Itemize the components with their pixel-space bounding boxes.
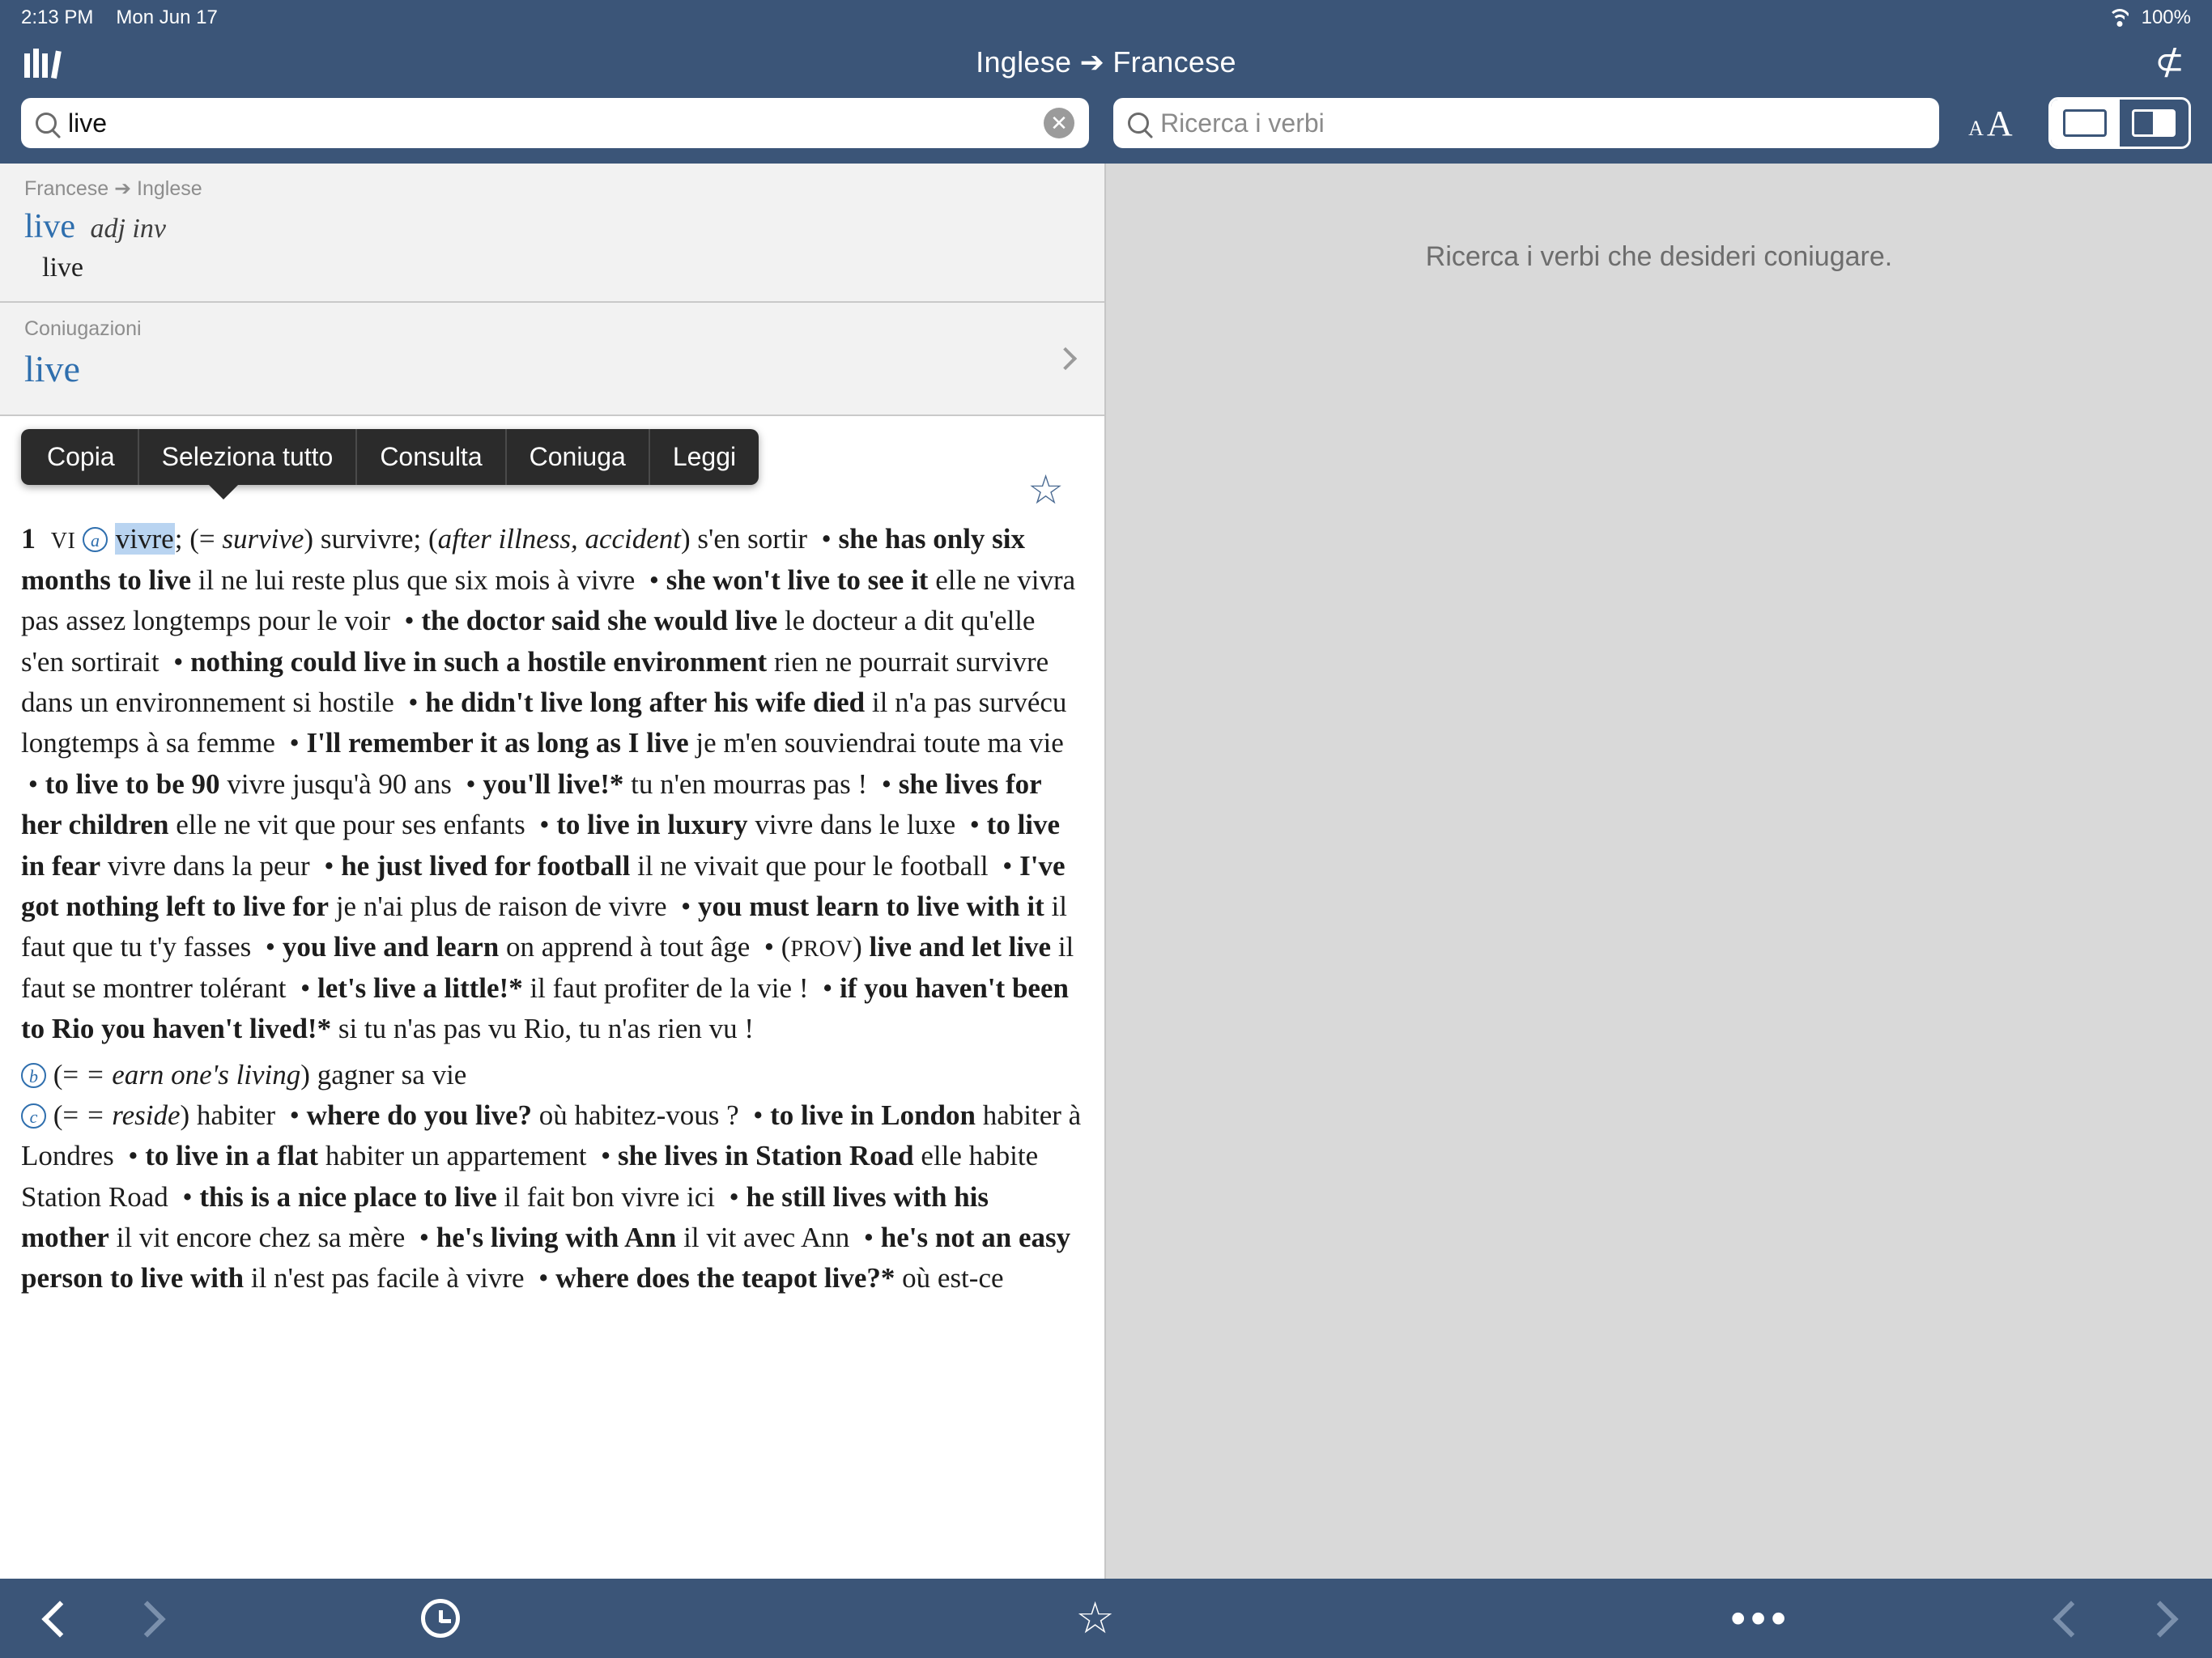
- sigma-icon: ⊄: [2155, 42, 2184, 82]
- example-fr: si tu n'as pas vu Rio, tu n'as rien vu !: [338, 1013, 755, 1045]
- previous-entry-button[interactable]: [2057, 1600, 2078, 1637]
- example-en: he's living with Ann: [436, 1222, 677, 1254]
- example-fr: on apprend à tout âge: [505, 931, 751, 963]
- layout-split-pane-button[interactable]: [2120, 100, 2189, 147]
- example-item: • this is a nice place to live il fait bon vivre ici: [175, 1180, 716, 1213]
- example-item: • the doctor said she would live le docteur a dit qu'elle s'en sortirait: [21, 605, 1036, 678]
- result-pos: adj inv: [90, 214, 166, 244]
- single-pane-icon: [2063, 109, 2107, 137]
- books-icon: [24, 47, 60, 78]
- result-card-translation[interactable]: [0, 164, 1104, 303]
- conjugation-toggle-button[interactable]: [2155, 42, 2212, 82]
- example-en: where do you live?: [306, 1099, 533, 1131]
- example-item: • you'll live!* tu n'en mourras pas !: [458, 767, 868, 800]
- entry-pos-label: VI: [50, 529, 76, 554]
- example-en: she won't live to see it: [666, 563, 929, 596]
- example-fr: je m'en souviendrai toute ma vie: [696, 727, 1064, 759]
- example-item: • to live in a flat habiter un appartement: [121, 1140, 587, 1172]
- text-size-small-label: A: [1968, 116, 1984, 140]
- example-fr: il ne lui reste plus que six mois à vivre: [198, 563, 636, 596]
- example-en: to live in London: [770, 1099, 976, 1131]
- battery-level: 100%: [2141, 6, 2191, 28]
- example-item: • she lives in Station Road elle habite Station Road: [21, 1140, 1039, 1213]
- example-item: • I'll remember it as long as I live je m'en souviendrai toute ma vie: [282, 727, 1064, 759]
- example-fr: habiter à Londres: [21, 1099, 1082, 1172]
- example-item: • I've got nothing left to live for je n'ai plus de raison de vivre: [21, 849, 1066, 922]
- text-size-large-label: A: [1986, 103, 2013, 143]
- history-icon[interactable]: [421, 1599, 460, 1638]
- example-en: he didn't live long after his wife died: [425, 687, 866, 718]
- status-date: Mon Jun 17: [116, 6, 218, 28]
- example-fr: elle ne vivra pas assez longtemps pour le voir: [21, 563, 1076, 637]
- bottom-toolbar: [0, 1579, 2212, 1658]
- menu-item-coniuga[interactable]: Coniuga: [507, 429, 650, 485]
- example-fr: il faut profiter de la vie !: [530, 971, 809, 1004]
- example-en: she has only six months to live: [21, 523, 1026, 596]
- status-bar: [0, 0, 2212, 36]
- example-item: • if you haven't been to Rio you haven't lived!* si tu n'as pas vu Rio, tu n'as rien vu !: [21, 971, 1069, 1045]
- library-button[interactable]: [0, 47, 60, 78]
- result-card-conjugations[interactable]: [0, 303, 1104, 416]
- example-fr: habiter un appartement: [325, 1140, 587, 1172]
- example-en: you'll live!*: [483, 767, 624, 800]
- sense-b-gloss: = earn one's living: [85, 1058, 301, 1090]
- text-size-button[interactable]: [1968, 103, 2013, 144]
- conjugation-hint: Ricerca i verbi che desideri coniugare.: [1425, 241, 1893, 272]
- example-en: nothing could live in such a hostile environment: [190, 645, 768, 678]
- conjugations-label: Coniugazioni: [24, 317, 142, 340]
- example-fr: vivre dans la peur: [107, 849, 310, 882]
- example-item: • let's live a little!* il faut profiter de la vie !: [293, 971, 809, 1004]
- sense-marker-b: b: [21, 1063, 46, 1088]
- example-fr: tu n'en mourras pas !: [631, 767, 868, 800]
- split-pane-icon: [2132, 109, 2176, 137]
- search-icon: [36, 113, 57, 134]
- example-item: • to live to be 90 vivre jusqu'à 90 ans: [21, 767, 452, 800]
- example-fr: il vit avec Ann: [683, 1222, 850, 1254]
- result-headword: [24, 207, 1080, 246]
- menu-item-copia[interactable]: Copia: [21, 429, 139, 485]
- example-item: • (PROV) live and let live il faut se montrer tolérant: [21, 931, 1074, 1004]
- example-item: • he's not an easy person to live with il n'est pas facile à vivre: [21, 1222, 1071, 1295]
- toolbar-middle-group: [0, 1593, 2212, 1643]
- example-item: • she lives for her children elle ne vit que pour ses enfants: [21, 767, 1042, 841]
- example-item: • nothing could live in such a hostile environment rien ne pourrait survivre dans un environnement si hostile: [21, 645, 1049, 718]
- menu-item-seleziona-tutto[interactable]: Seleziona tutto: [139, 429, 358, 485]
- example-en: she lives for her children: [21, 767, 1042, 841]
- menu-item-consulta[interactable]: Consulta: [357, 429, 506, 485]
- sense-c-gloss: = reside: [85, 1099, 181, 1131]
- wifi-icon: [2108, 9, 2132, 27]
- status-time: 2:13 PM: [21, 6, 94, 28]
- more-options-icon[interactable]: •••: [1730, 1593, 1791, 1643]
- example-en: you must learn to live with it: [698, 890, 1044, 922]
- example-en: you live and learn: [282, 931, 500, 963]
- example-item: • he didn't live long after his wife died il n'a pas survécu longtemps à sa femme: [21, 687, 1067, 759]
- example-fr: il vit encore chez sa mère: [116, 1222, 406, 1254]
- layout-toggle[interactable]: [2048, 97, 2191, 149]
- example-item: • he just lived for football il ne vivait que pour le football: [317, 849, 989, 882]
- sense-b-translation: gagner sa vie: [317, 1058, 467, 1090]
- favorites-icon[interactable]: ☆: [1075, 1594, 1115, 1643]
- example-fr: le docteur a dit qu'elle s'en sortirait: [21, 605, 1036, 678]
- example-item: • she has only six months to live il ne lui reste plus que six mois à vivre: [21, 523, 1026, 596]
- search-input-value: live: [68, 108, 108, 138]
- page-title: Inglese ➔ Francese: [976, 45, 1236, 79]
- example-fr: elle habite Station Road: [21, 1140, 1039, 1213]
- sense-b: b (= = earn one's living) gagner sa vie: [21, 1055, 1083, 1095]
- example-fr: vivre dans le luxe: [755, 809, 956, 841]
- example-item: • to live in fear vivre dans la peur: [21, 809, 1061, 882]
- example-en: where does the teapot live?*: [555, 1262, 895, 1295]
- menu-item-leggi[interactable]: Leggi: [672, 442, 737, 471]
- example-fr: il faut que tu t'y fasses: [21, 890, 1067, 963]
- search-icon: [1128, 113, 1149, 134]
- example-fr: vivre jusqu'à 90 ans: [227, 767, 452, 800]
- example-item: • you must learn to live with it il faut que tu t'y fasses: [21, 890, 1067, 963]
- example-fr: il n'est pas facile à vivre: [250, 1262, 525, 1295]
- example-en: he just lived for football: [341, 849, 631, 882]
- dictionary-pane: [0, 164, 1106, 1579]
- dictionary-entry: [21, 416, 1083, 1299]
- sense-marker-c: c: [21, 1103, 46, 1129]
- example-item: • where do you live? où habitez-vous ?: [282, 1099, 739, 1131]
- example-item: • to live in luxury vivre dans le luxe: [532, 809, 956, 841]
- example-en: she lives in Station Road: [618, 1140, 914, 1172]
- example-item: • he still lives with his mother il vit encore chez sa mère: [21, 1180, 989, 1254]
- result-headword-text: live: [24, 208, 75, 245]
- content-area: [0, 164, 2212, 1579]
- example-en: if you haven't been to Rio you haven't lived!*: [21, 971, 1069, 1045]
- example-fr: il n'a pas survécu longtemps à sa femme: [21, 687, 1067, 759]
- sense-marker-a: a: [83, 527, 108, 552]
- example-en: to live in fear: [21, 809, 1061, 882]
- sense-number: 1: [21, 522, 36, 555]
- example-item: • where does the teapot live?* où est-ce: [531, 1262, 1004, 1295]
- example-fr: elle ne vit que pour ses enfants: [176, 809, 525, 841]
- example-fr: il ne vivait que pour le football: [637, 849, 989, 882]
- example-item: • he's living with Ann il vit avec Ann: [411, 1222, 850, 1254]
- selection-context-menu[interactable]: [21, 429, 759, 485]
- example-en: I'll remember it as long as I live: [306, 727, 689, 759]
- search-bar-row: [0, 89, 2212, 164]
- layout-single-pane-button[interactable]: [2051, 100, 2120, 147]
- verb-search-input[interactable]: [1113, 98, 1939, 148]
- entry-scroll-area[interactable]: [0, 416, 1104, 1579]
- example-en: this is a nice place to live: [199, 1180, 497, 1213]
- conjugation-pane: [1106, 164, 2212, 1579]
- verb-search-placeholder: Ricerca i verbi: [1160, 108, 1325, 138]
- example-en: the doctor said she would live: [421, 605, 778, 637]
- example-fr: où est-ce: [902, 1262, 1004, 1295]
- example-register-label: PROV: [790, 937, 853, 963]
- example-en: let's live a little!*: [317, 971, 523, 1004]
- next-entry-button[interactable]: [2146, 1600, 2167, 1637]
- example-en: to live in a flat: [145, 1140, 319, 1172]
- search-input[interactable]: [21, 98, 1089, 148]
- sense-a-tail: ; (= survive) survivre; (after illness, accident) s'en sortir: [174, 523, 808, 555]
- example-fr: rien ne pourrait survivre dans un environnement si hostile: [21, 645, 1049, 718]
- sense-c: c (= = reside) habiter • where do you live? où habitez-vous ? • to live in London habiter à Londres • to live in a flat habiter un appartement • she lives in Station Road elle habite Station Road • this is a nice place to live il fait bon vivre ici • he still lives with his mother il vit encore chez sa mère • he's living with Ann il vit avec Ann • he's not an easy person to live with il n'est pas facile à vivre • where does the teapot live?* où est-ce: [21, 1099, 1082, 1295]
- clear-search-button[interactable]: ✕: [1044, 108, 1074, 138]
- example-fr: où habitez-vous ?: [538, 1099, 739, 1131]
- example-en: to live to be 90: [45, 767, 220, 800]
- example-en: he's not an easy person to live with: [21, 1222, 1071, 1295]
- result-translation: live: [42, 253, 83, 283]
- sense-c-translation: habiter: [196, 1099, 276, 1131]
- conjugations-headword: live: [24, 348, 80, 389]
- selected-text[interactable]: vivre: [115, 523, 174, 555]
- example-item: • she won't live to see it elle ne vivra pas assez longtemps pour le voir: [21, 563, 1076, 637]
- example-list-a: [21, 523, 1075, 1044]
- example-fr: il faut se montrer tolérant: [21, 931, 1074, 1004]
- example-en: I've got nothing left to live for: [21, 849, 1066, 922]
- example-en: to live in luxury: [556, 809, 748, 841]
- example-item: • to live in London habiter à Londres: [21, 1099, 1082, 1172]
- result-direction-label: Francese ➔ Inglese: [24, 177, 202, 200]
- example-en: live and let live: [869, 931, 1052, 963]
- example-fr: je n'ai plus de raison de vivre: [335, 890, 667, 922]
- example-en: he still lives with his mother: [21, 1180, 989, 1254]
- nav-bar: [0, 36, 2212, 89]
- example-fr: il fait bon vivre ici: [504, 1180, 716, 1213]
- example-item: • you live and learn on apprend à tout âge: [258, 931, 751, 963]
- favorite-star-icon[interactable]: ☆: [1027, 467, 1064, 512]
